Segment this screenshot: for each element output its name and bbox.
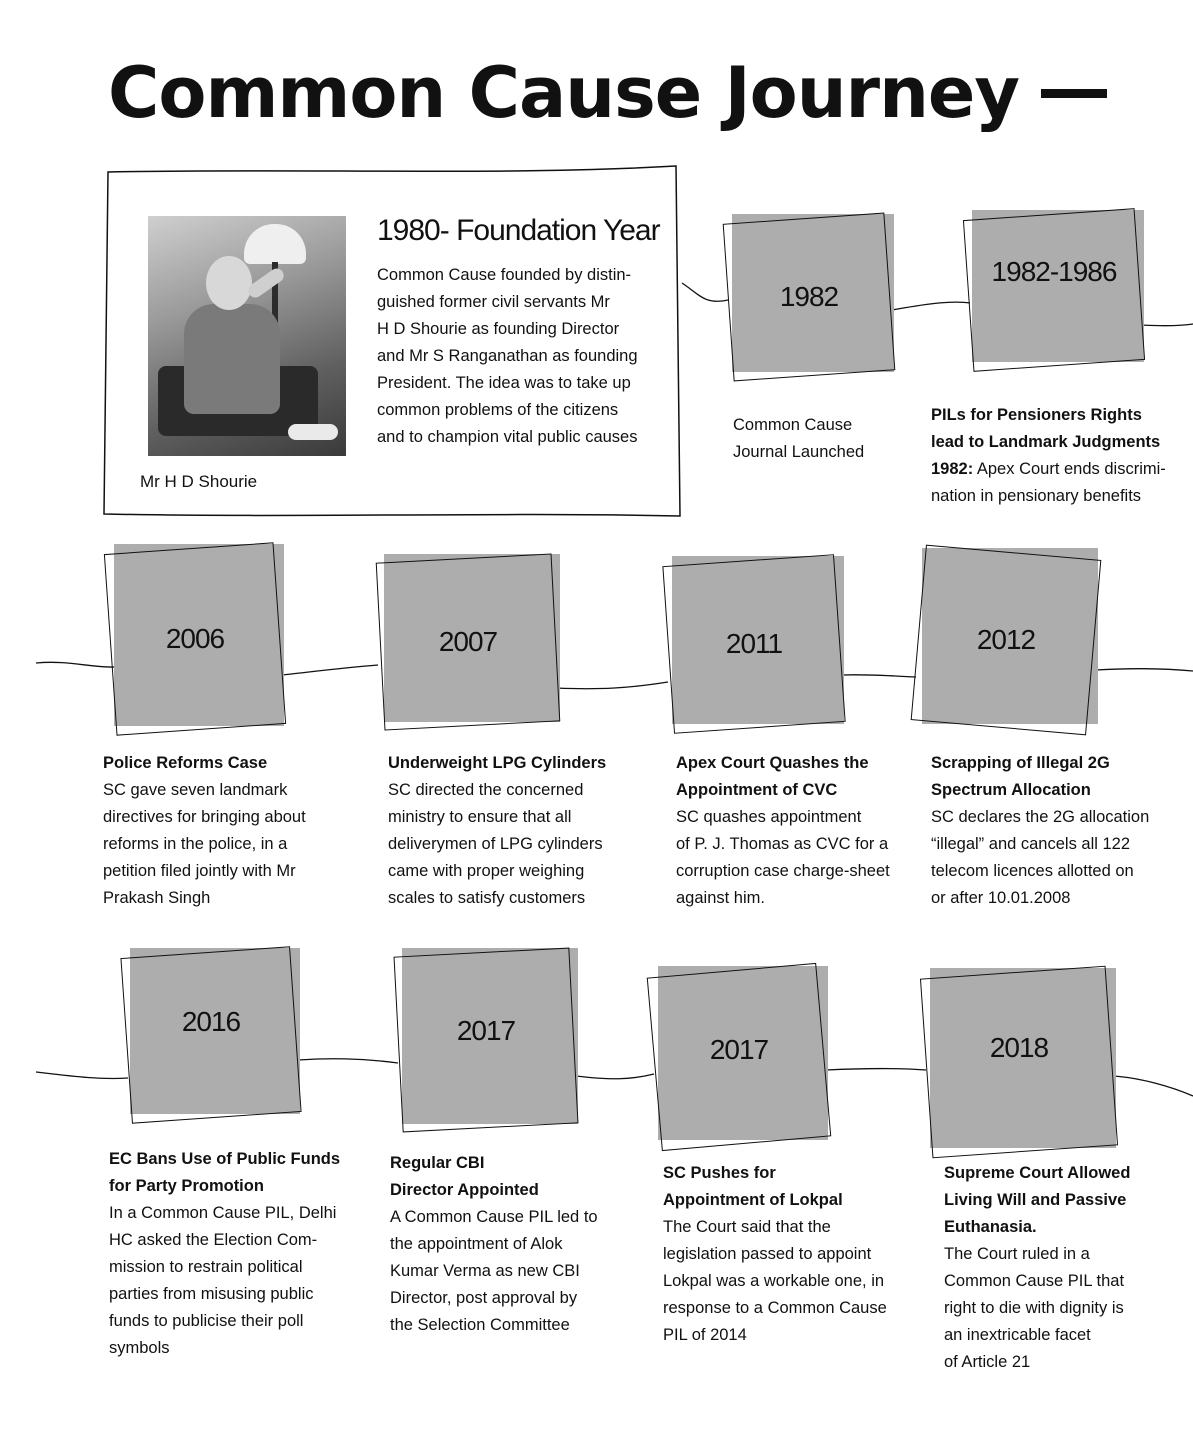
year-box (918, 552, 1094, 728)
event-card (109, 1146, 359, 1362)
year-box (126, 952, 296, 1118)
year-box (968, 214, 1140, 366)
year-label: 1982-1986 (991, 255, 1117, 287)
year-box (668, 560, 840, 728)
event-card (944, 1160, 1184, 1376)
year-label: 2011 (725, 628, 783, 659)
event-text: The Court ruled in a Common Cause PIL that right to die with dignity is an inextricable facet of Article 21 (944, 1245, 1125, 1371)
hd-shourie-photo (148, 216, 346, 456)
year-label: 2007 (438, 626, 498, 657)
event-text: Common Cause Journal Launched (733, 416, 865, 461)
foundation-title: 1980- Foundation Year (377, 214, 660, 247)
year-box (728, 218, 890, 376)
year-box (926, 972, 1112, 1152)
foundation-text: Common Cause founded by distin- guished former civil servants Mr H D Shourie as founding Director and Mr S Ranganathan as founding President. The idea was to take up common problems of the citizens and to champion vital public causes (377, 266, 638, 446)
year-label: 2012 (976, 624, 1036, 655)
event-text: SC gave seven landmark directives for bringing about reforms in the police, in a petition filed jointly with Mr Prakash Singh (103, 781, 306, 907)
event-title: SC Pushes for Appointment of Lokpal (663, 1164, 843, 1209)
event-lead: 1982: (931, 460, 974, 478)
event-text (931, 456, 1186, 510)
event-card (931, 402, 1186, 510)
year-label: 2018 (989, 1031, 1049, 1063)
year-label: 1982 (779, 281, 839, 312)
event-title: Regular CBI Director Appointed (390, 1154, 539, 1199)
title-dash (1041, 89, 1107, 98)
event-card (663, 1160, 918, 1349)
year-box (654, 970, 824, 1144)
event-title: EC Bans Use of Public Funds for Party Promotion (109, 1150, 341, 1195)
year-box (398, 952, 574, 1128)
page-title: Common Cause Journey (108, 58, 1107, 128)
event-title: Underweight LPG Cylinders (388, 754, 607, 772)
year-box (110, 548, 280, 730)
year-box (380, 558, 556, 726)
event-text: SC declares the 2G allocation “illegal” and cancels all 122 telecom licences allotted on or after 10.01.2008 (931, 808, 1150, 907)
event-title: Supreme Court Allowed Living Will and Passive Euthanasia. (944, 1164, 1131, 1236)
event-card (103, 750, 363, 912)
event-title: Police Reforms Case (103, 754, 268, 772)
event-card (676, 750, 926, 912)
event-title: Scrapping of Illegal 2G Spectrum Allocation (931, 754, 1110, 799)
event-card (733, 412, 933, 466)
photo-caption: Mr H D Shourie (140, 472, 258, 491)
year-label: 2017 (709, 1034, 769, 1066)
event-title: Apex Court Quashes the Appointment of CVC (676, 754, 869, 799)
event-text: In a Common Cause PIL, Delhi HC asked the Election Com- mission to restrain political parties from misusing public funds to publicise their poll symbols (109, 1204, 337, 1357)
event-text: A Common Cause PIL led to the appointment of Alok Kumar Verma as new CBI Director, post approval by the Selection Committee (390, 1208, 598, 1334)
event-card (931, 750, 1186, 912)
event-text: SC directed the concerned ministry to ensure that all deliverymen of LPG cylinders came with proper weighing scales to satisfy customers (388, 781, 603, 907)
year-label: 2016 (181, 1005, 241, 1037)
year-label: 2017 (456, 1015, 516, 1047)
event-detail: Apex Court ends discrimi- nation in pensionary benefits (931, 460, 1166, 505)
event-text: SC quashes appointment of P. J. Thomas as CVC for a corruption case charge-sheet against him. (676, 808, 890, 907)
year-label: 2006 (165, 623, 225, 654)
event-text: The Court said that the legislation passed to appoint Lokpal was a workable one, in response to a Common Cause PIL of 2014 (663, 1218, 887, 1344)
event-title: PILs for Pensioners Rights lead to Landmark Judgments (931, 406, 1161, 451)
event-card (390, 1150, 640, 1339)
event-card (388, 750, 648, 912)
